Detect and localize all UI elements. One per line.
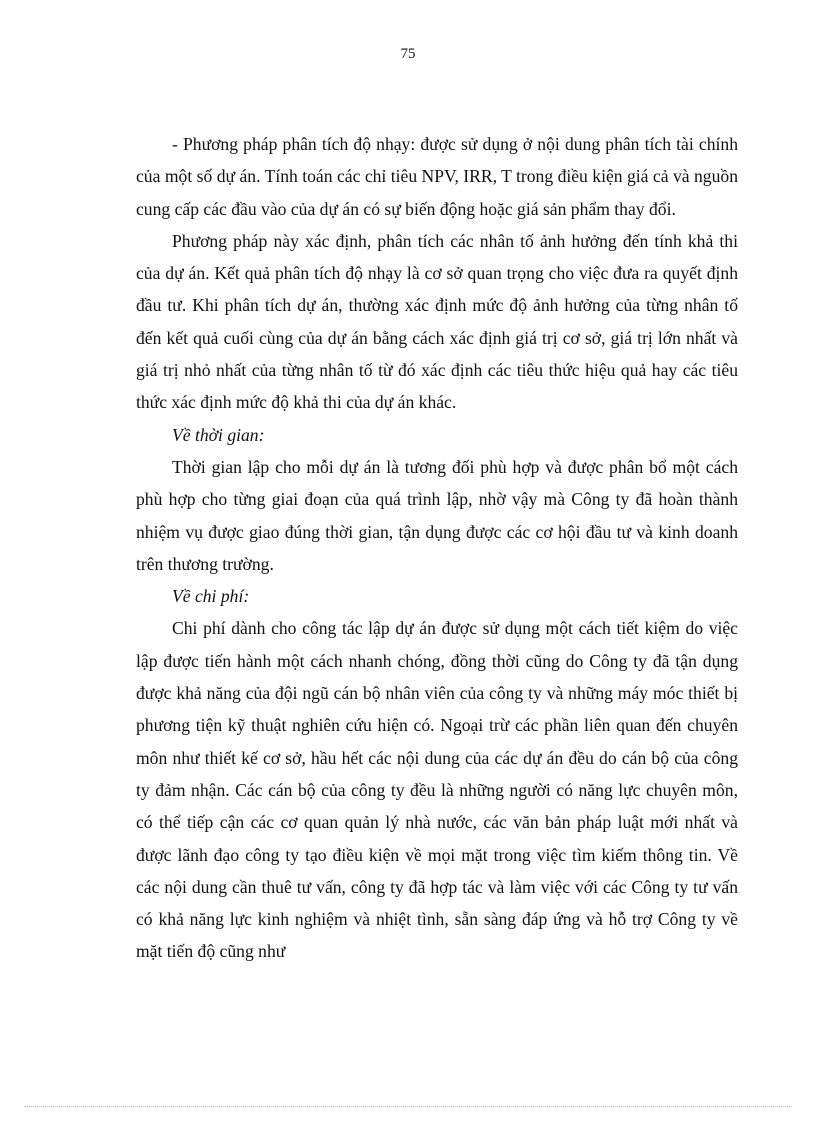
paragraph-method-description: Phương pháp này xác định, phân tích các nhân tố ảnh hưởng đến tính khả thi của dự án. Kết quả phân tích độ nhạy là cơ sở quan trọng cho việc đưa ra quyết định đầu tư. Khi phân tích dự án, thường xác định mức độ ảnh hưởng của từng nhân tố đến kết quả cuối cùng của dự án bằng cách xác định giá trị cơ sở, giá trị lớn nhất và giá trị nhỏ nhất của từng nhân tố từ đó xác định các tiêu thức hiệu quả hay các tiêu thức xác định mức độ khả thi của dự án khác. xyxy=(136,230,738,413)
paragraph-time: Thời gian lập cho mỗi dự án là tương đối phù hợp và được phân bổ một cách phù hợp cho từng giai đoạn của quá trình lập, nhờ vậy mà Công ty đã hoàn thành nhiệm vụ được giao đúng thời gian, tận dụng được các cơ hội đầu tư và kinh doanh trên thương trường. xyxy=(136,456,738,574)
heading-cost: Về chi phí: xyxy=(172,586,250,607)
paragraph-sensitivity-method: - Phương pháp phân tích độ nhạy: được sử dụng ở nội dung phân tích tài chính của một số dự án. Tính toán các chỉ tiêu NPV, IRR, T trong điều kiện giá cả và nguồn cung cấp các đầu vào của dự án có sự biến động hoặc giá sản phẩm thay đổi. xyxy=(136,134,738,219)
document-body xyxy=(136,128,738,968)
page-number: 75 xyxy=(400,46,416,62)
footer-divider xyxy=(24,1106,792,1107)
heading-time: Về thời gian: xyxy=(172,424,265,445)
paragraph-cost: Chi phí dành cho công tác lập dự án được sử dụng một cách tiết kiệm do việc lập được tiến hành một cách nhanh chóng, đồng thời cũng do Công ty đã tận dụng được khả năng của đội ngũ cán bộ nhân viên của công ty và những máy móc thiết bị phương tiện kỹ thuật nghiên cứu hiện có. Ngoại trừ các phần liên quan đến chuyên môn như thiết kế cơ sở, hầu hết các nội dung của các dự án đều do cán bộ của công ty đảm nhận. Các cán bộ của công ty đều là những người có năng lực chuyên môn, có thể tiếp cận các cơ quan quản lý nhà nước, các văn bản pháp luật mới nhất và được lãnh đạo công ty tạo điều kiện về mọi mặt trong việc tìm kiếm thông tin. Về các nội dung cần thuê tư vấn, công ty đã hợp tác và làm việc với các Công ty tư vấn có khả năng lực kinh nghiệm và nhiệt tình, sẵn sàng đáp ứng và hỗ trợ Công ty về mặt tiến độ cũng như xyxy=(136,618,738,962)
